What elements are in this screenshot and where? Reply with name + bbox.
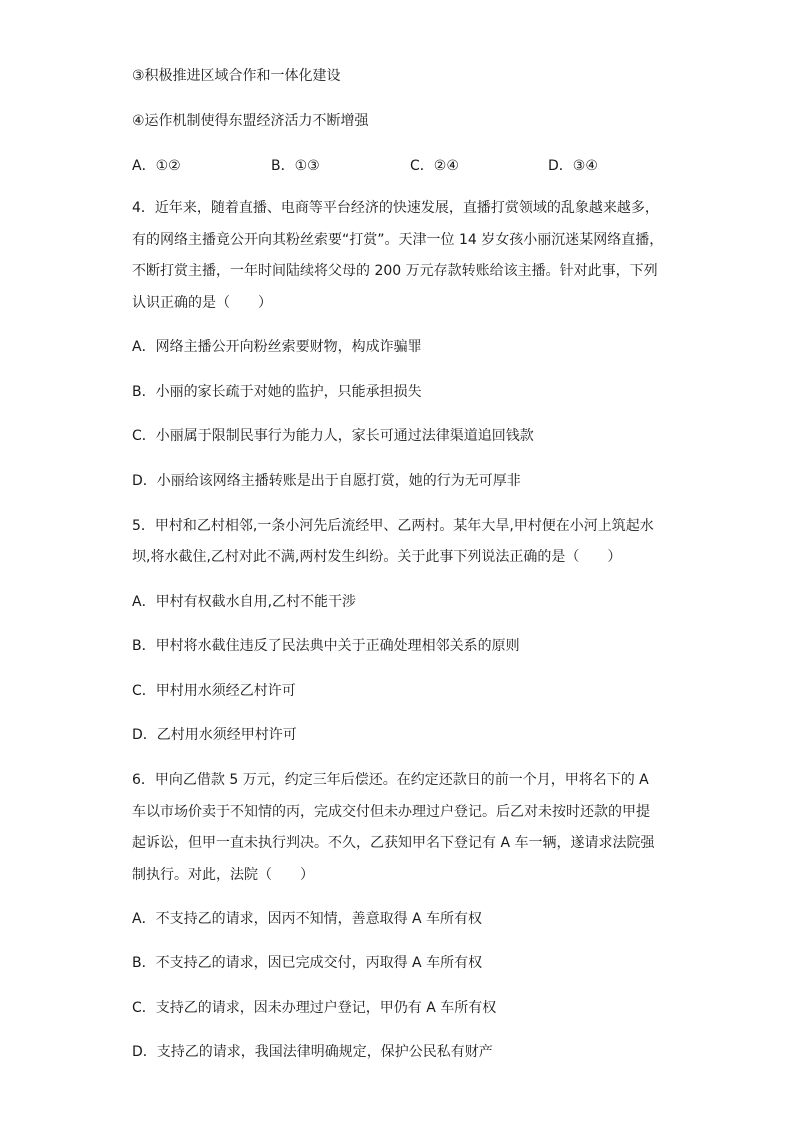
q6-stem-line: 起诉讼，但甲一直未执行判决。不久，乙获知甲名下登记有 A 车一辆，遂请求法院强 bbox=[132, 835, 655, 851]
q3-option-b[interactable]: B．①③ bbox=[271, 158, 320, 174]
q4-stem-line: 有的网络主播竟公开向其粉丝索要“打赏”。天津一位 14 岁女孩小丽沉迷某网络直播， bbox=[132, 232, 664, 248]
q4-option-d[interactable]: D．小丽给该网络主播转账是出于自愿打赏，她的行为无可厚非 bbox=[132, 473, 521, 489]
q4-option-c[interactable]: C．小丽属于限制民事行为能力人，家长可通过法律渠道追回钱款 bbox=[132, 428, 534, 444]
q4-option-b[interactable]: B．小丽的家长疏于对她的监护，只能承担损失 bbox=[132, 384, 422, 400]
q5-option-b[interactable]: B．甲村将水截住违反了民法典中关于正确处理相邻关系的原则 bbox=[132, 638, 520, 654]
q3-option-a[interactable]: A．①② bbox=[132, 158, 181, 174]
q3-item-3: ③积极推进区域合作和一体化建设 bbox=[132, 68, 341, 84]
q6-stem-line: 车以市场价卖于不知情的丙，完成交付但未办理过户登记。后乙对未按时还款的甲提 bbox=[132, 804, 650, 820]
q6-option-a[interactable]: A．不支持乙的请求，因丙不知情，善意取得 A 车所有权 bbox=[132, 911, 483, 927]
q5-stem-line: 5．甲村和乙村相邻,一条小河先后流经甲、乙两村。某年大旱,甲村便在小河上筑起水 bbox=[132, 518, 654, 534]
q4-stem-line: 认识正确的是（ ） bbox=[132, 295, 272, 311]
q5-option-d[interactable]: D．乙村用水须经甲村许可 bbox=[132, 727, 297, 743]
q5-option-c[interactable]: C．甲村用水须经乙村许可 bbox=[132, 683, 296, 699]
q3-options bbox=[132, 156, 652, 176]
q6-stem-line: 6．甲向乙借款 5 万元，约定三年后偿还。在约定还款日的前一个月，甲将名下的 A bbox=[132, 772, 649, 788]
q6-option-c[interactable]: C．支持乙的请求，因未办理过户登记，甲仍有 A 车所有权 bbox=[132, 1000, 497, 1016]
q4-stem-line: 不断打赏主播，一年时间陆续将父母的 200 万元存款转账给该主播。针对此事，下列 bbox=[132, 263, 658, 279]
q3-option-d[interactable]: D．③④ bbox=[548, 158, 598, 174]
q3-option-c[interactable]: C．②④ bbox=[410, 158, 459, 174]
q3-item-4: ④运作机制使得东盟经济活力不断增强 bbox=[132, 113, 369, 129]
q5-option-a[interactable]: A．甲村有权截水自用,乙村不能干涉 bbox=[132, 594, 357, 610]
q4-option-a[interactable]: A．网络主播公开向粉丝索要财物，构成诈骗罪 bbox=[132, 339, 422, 355]
q5-stem-line: 坝,将水截住,乙村对此不满,两村发生纠纷。关于此事下列说法正确的是（ ） bbox=[132, 549, 622, 565]
q4-stem-line: 4．近年来，随着直播、电商等平台经济的快速发展，直播打赏领域的乱象越来越多， bbox=[132, 200, 659, 216]
q6-option-b[interactable]: B．不支持乙的请求，因已完成交付，丙取得 A 车所有权 bbox=[132, 955, 483, 971]
q6-option-d[interactable]: D．支持乙的请求，我国法律明确规定，保护公民私有财产 bbox=[132, 1044, 493, 1060]
q6-stem-line: 制执行。对此，法院（ ） bbox=[132, 867, 314, 883]
